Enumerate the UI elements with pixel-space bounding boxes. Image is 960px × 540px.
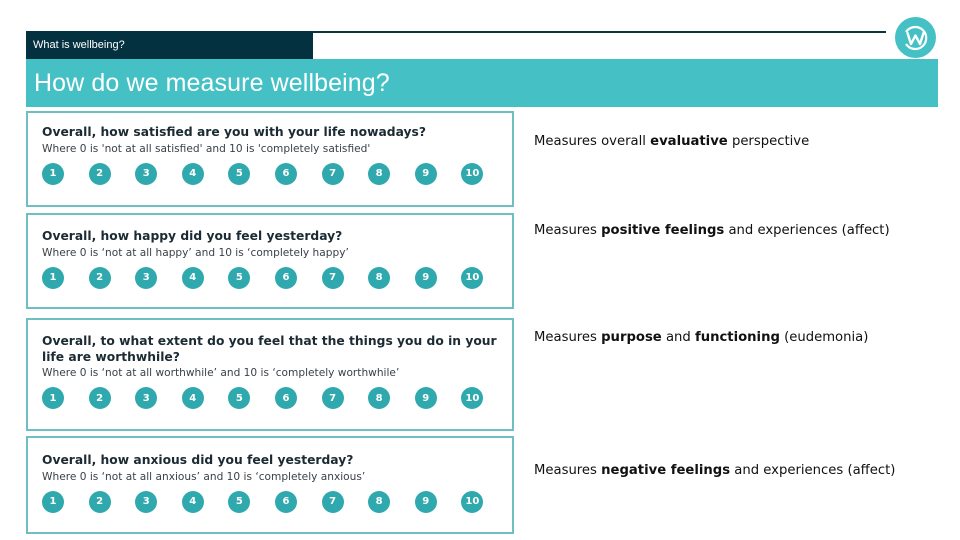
description-text: and	[661, 330, 695, 345]
description-text: (eudemonia)	[779, 330, 869, 345]
scale-option-10[interactable]: 10	[461, 491, 483, 513]
scale-option-5[interactable]: 5	[228, 267, 250, 289]
rating-scale	[42, 387, 512, 409]
scale-option-9[interactable]: 9	[415, 267, 437, 289]
scale-option-3[interactable]: 3	[135, 163, 157, 185]
rating-scale	[42, 267, 512, 289]
scale-anchor-text: Where 0 is ‘not at all anxious’ and 10 is ‘completely anxious’	[42, 470, 366, 483]
scale-option-5[interactable]: 5	[228, 387, 250, 409]
scale-option-10[interactable]: 10	[461, 267, 483, 289]
scale-option-4[interactable]: 4	[182, 163, 204, 185]
description-text: Measures	[534, 330, 602, 345]
scale-option-4[interactable]: 4	[182, 491, 204, 513]
description-emphasis: functioning	[694, 330, 780, 345]
scale-anchor-text: Where 0 is ‘not at all worthwhile’ and 10 is ‘completely worthwhile’	[42, 367, 400, 379]
question-text: Overall, how satisfied are you with your life nowadays?	[42, 125, 426, 139]
scale-option-8[interactable]: 8	[368, 387, 390, 409]
scale-option-8[interactable]: 8	[368, 491, 390, 513]
description-text: perspective	[727, 134, 810, 149]
question-text: Overall, how happy did you feel yesterday?	[42, 229, 343, 243]
description-evaluative	[534, 134, 809, 149]
scale-option-6[interactable]: 6	[275, 491, 297, 513]
title-bar	[26, 59, 938, 107]
question-card-worthwhile	[26, 318, 514, 431]
scale-option-7[interactable]: 7	[322, 387, 344, 409]
scale-option-3[interactable]: 3	[135, 387, 157, 409]
description-text: and experiences (affect)	[730, 463, 896, 478]
scale-option-3[interactable]: 3	[135, 491, 157, 513]
description-emphasis: positive feelings	[601, 223, 725, 238]
scale-option-10[interactable]: 10	[461, 163, 483, 185]
rating-scale	[42, 163, 512, 185]
description-eudemonia	[534, 330, 868, 345]
scale-option-6[interactable]: 6	[275, 267, 297, 289]
scale-option-2[interactable]: 2	[89, 387, 111, 409]
description-emphasis: evaluative	[650, 134, 728, 149]
description-negative-affect	[534, 463, 895, 478]
description-emphasis: negative feelings	[601, 463, 731, 478]
scale-anchor-text: Where 0 is ‘not at all happy’ and 10 is ‘completely happy’	[42, 246, 349, 259]
scale-option-4[interactable]: 4	[182, 267, 204, 289]
scale-option-9[interactable]: 9	[415, 163, 437, 185]
section-label: What is wellbeing?	[26, 31, 313, 59]
scale-option-2[interactable]: 2	[89, 491, 111, 513]
description-emphasis: purpose	[601, 330, 662, 345]
question-card-anxiety	[26, 436, 514, 534]
scale-option-6[interactable]: 6	[275, 387, 297, 409]
question-card-happiness	[26, 213, 514, 309]
scale-option-7[interactable]: 7	[322, 491, 344, 513]
rating-scale	[42, 491, 512, 513]
description-text: Measures overall	[534, 134, 651, 149]
scale-option-2[interactable]: 2	[89, 163, 111, 185]
scale-option-10[interactable]: 10	[461, 387, 483, 409]
scale-option-9[interactable]: 9	[415, 387, 437, 409]
question-card-life-satisfaction	[26, 111, 514, 207]
scale-option-1[interactable]: 1	[42, 491, 64, 513]
scale-option-5[interactable]: 5	[228, 163, 250, 185]
scale-option-8[interactable]: 8	[368, 163, 390, 185]
header-rule	[313, 31, 886, 33]
description-positive-affect	[534, 223, 890, 238]
scale-option-5[interactable]: 5	[228, 491, 250, 513]
page-title: How do we measure wellbeing?	[34, 69, 390, 97]
scale-option-1[interactable]: 1	[42, 163, 64, 185]
scale-option-1[interactable]: 1	[42, 387, 64, 409]
description-text: and experiences (affect)	[724, 223, 890, 238]
scale-option-7[interactable]: 7	[322, 267, 344, 289]
scale-anchor-text: Where 0 is 'not at all satisfied' and 10 is 'completely satisfied'	[42, 142, 371, 155]
scale-option-4[interactable]: 4	[182, 387, 204, 409]
description-text: Measures	[534, 223, 602, 238]
scale-option-2[interactable]: 2	[89, 267, 111, 289]
question-text: Overall, to what extent do you feel that the things you do in your life are worthwhile?	[42, 334, 497, 364]
scale-option-6[interactable]: 6	[275, 163, 297, 185]
scale-option-7[interactable]: 7	[322, 163, 344, 185]
description-text: Measures	[534, 463, 602, 478]
question-text: Overall, how anxious did you feel yesterday?	[42, 453, 354, 467]
scale-option-9[interactable]: 9	[415, 491, 437, 513]
scale-option-3[interactable]: 3	[135, 267, 157, 289]
scale-option-8[interactable]: 8	[368, 267, 390, 289]
w-circle-logo-icon	[895, 17, 936, 58]
scale-option-1[interactable]: 1	[42, 267, 64, 289]
